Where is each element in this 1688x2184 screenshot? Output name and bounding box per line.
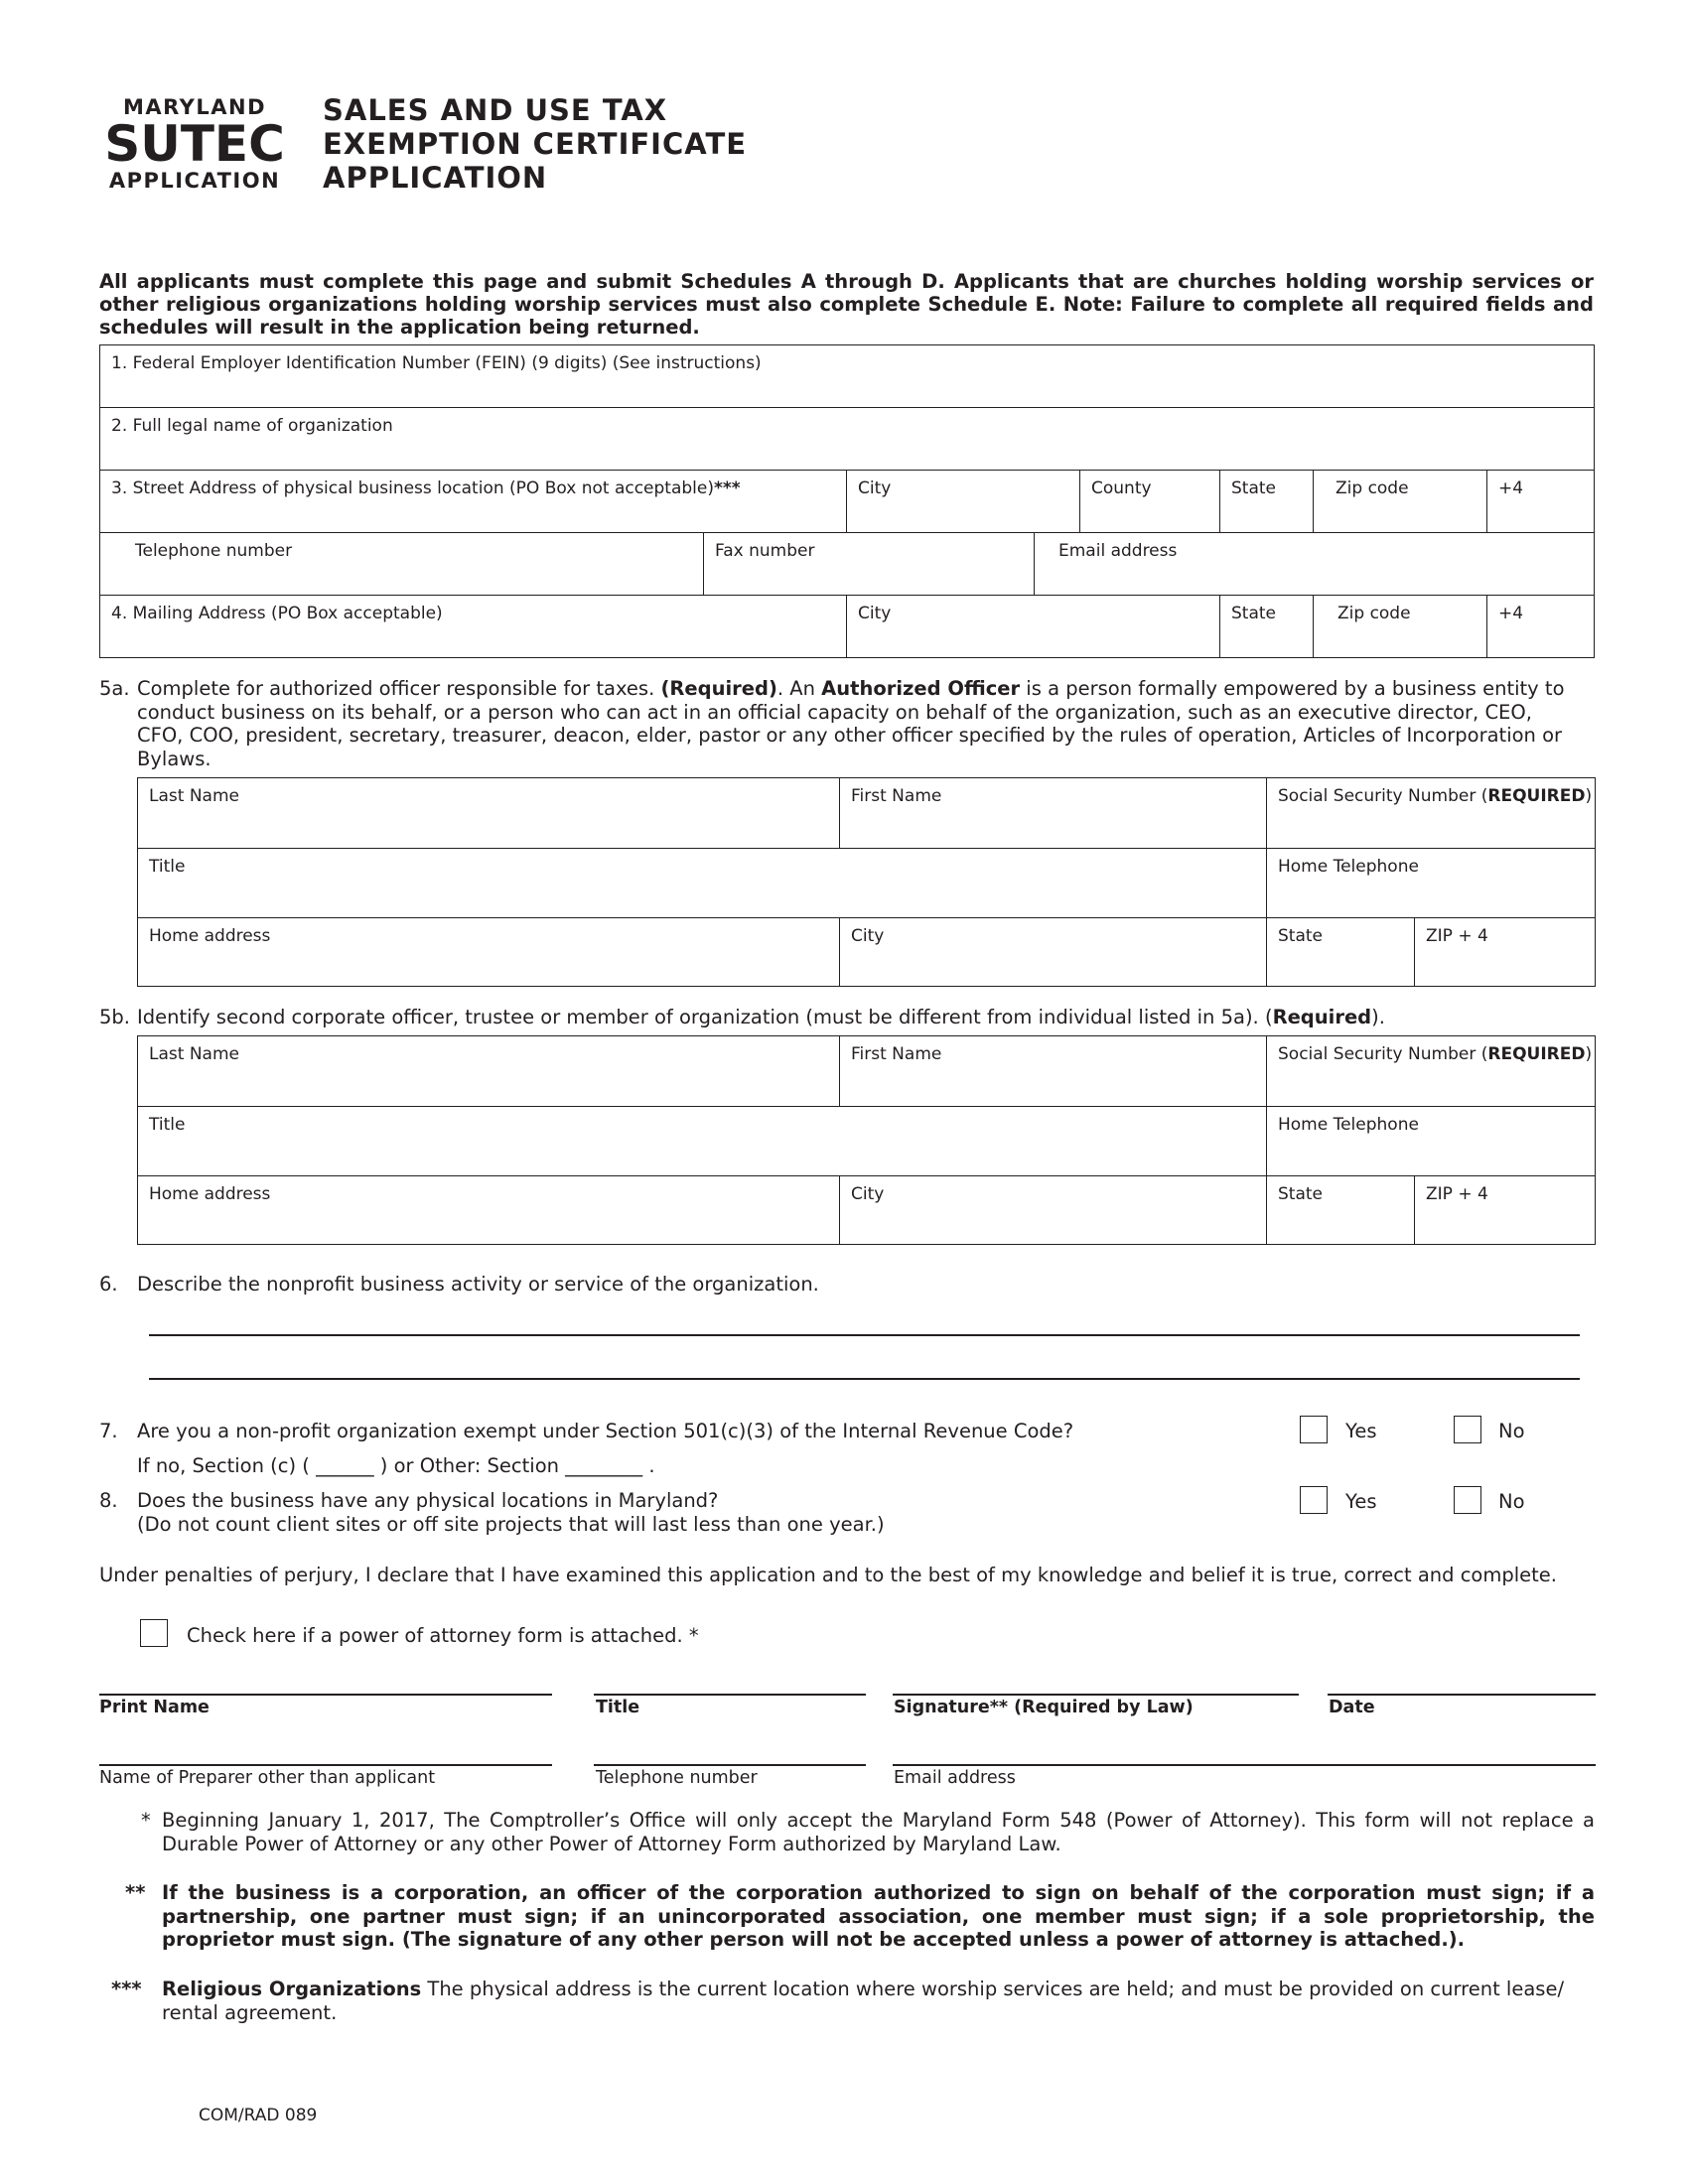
poa-checkbox-label: Check here if a power of attorney form is attached. * [187, 1624, 699, 1647]
officer-1-first-name-label: First Name [851, 786, 942, 806]
question-8 [99, 1489, 718, 1513]
fax-label: Fax number [715, 541, 815, 561]
plus4-field[interactable] [1486, 471, 1594, 532]
officer-2-city-label: City [851, 1184, 885, 1204]
officer-2-last-name-field[interactable] [138, 1036, 839, 1106]
question-6-number: 6. [99, 1273, 118, 1296]
officer-1-table [137, 777, 1596, 987]
date-line[interactable] [1328, 1694, 1596, 1696]
title-label: Title [596, 1698, 640, 1717]
section-5b-number: 5b. [99, 1006, 130, 1028]
officer-2-title-label: Title [149, 1115, 186, 1135]
officer-2-name-row [138, 1036, 1595, 1106]
q7-no-checkbox[interactable] [1454, 1416, 1481, 1443]
officer-1-last-name-label: Last Name [149, 786, 239, 806]
question-6-text: Describe the nonprofit business activity or service of the organization. [137, 1273, 819, 1296]
officer-1-address-row [138, 917, 1595, 987]
title-line-1: SALES AND USE TAX [323, 93, 668, 127]
officer-2-title-field[interactable] [138, 1107, 1266, 1175]
legal-name-row[interactable] [100, 407, 1594, 470]
officer-1-state-field[interactable] [1266, 918, 1414, 987]
print-name-label: Print Name [99, 1698, 210, 1717]
officer-2-home-telephone-field[interactable] [1266, 1107, 1595, 1175]
q8-no-checkbox[interactable] [1454, 1486, 1481, 1514]
officer-1-home-address-label: Home address [149, 926, 271, 946]
officer-2-state-label: State [1278, 1184, 1323, 1204]
question-7-number: 7. [99, 1420, 118, 1442]
intro-instructions: All applicants must complete this page and submit Schedules A through D. Applicants that are churches holding worship services or other religious organizations holding worship services must also complete Schedule E. Note: Failure to complete all required fields and schedules will result in the application being returned. [99, 270, 1594, 339]
email-label: Email address [1058, 541, 1178, 561]
officer-2-first-name-label: First Name [851, 1044, 942, 1064]
section-5b-text: 5b. Identify second corporate officer, trustee or member of organization (must be different from individual listed in 5a). (Required). [99, 1006, 1385, 1028]
note-3-mark: *** [111, 1978, 142, 2000]
note-1: Beginning January 1, 2017, The Comptroller’s Office will only accept the Maryland Form 548 (Power of Attorney). This form will not replace a Durable Power of Attorney or any other Power of Attorney Form authorized by Maryland Law. [162, 1809, 1595, 1855]
section-5a-number: 5a. [99, 677, 130, 700]
zip-label: Zip code [1336, 478, 1409, 498]
mailing-city-field[interactable] [846, 596, 1219, 657]
preparer-email-label: Email address [894, 1768, 1016, 1788]
officer-1-title-field[interactable] [138, 849, 1266, 917]
officer-1-home-address-field[interactable] [138, 918, 839, 987]
signature-label: Signature** (Required by Law) [894, 1698, 1194, 1717]
officer-2-home-address-field[interactable] [138, 1176, 839, 1245]
title-line[interactable] [594, 1694, 866, 1696]
sutec-logo [99, 95, 290, 193]
question-6 [99, 1273, 819, 1297]
fein-label: 1. Federal Employer Identification Number (FEIN) (9 digits) (See instructions) [111, 353, 762, 373]
officer-2-state-field[interactable] [1266, 1176, 1414, 1245]
question-7-text: Are you a non-profit organization exempt under Section 501(c)(3) of the Internal Revenue Code? [137, 1420, 1074, 1442]
legal-name-label: 2. Full legal name of organization [111, 416, 393, 436]
email-field[interactable] [1034, 533, 1594, 595]
officer-1-city-field[interactable] [839, 918, 1266, 987]
mailing-city-label: City [858, 604, 892, 623]
form-id: COM/RAD 089 [199, 2106, 318, 2125]
logo-state: MARYLAND [122, 95, 267, 119]
q7-yes-checkbox[interactable] [1300, 1416, 1328, 1443]
officer-1-title-label: Title [149, 857, 186, 877]
preparer-telephone-line[interactable] [594, 1764, 866, 1766]
officer-2-address-row [138, 1175, 1595, 1245]
officer-1-last-name-field[interactable] [138, 778, 839, 848]
mailing-plus4-field[interactable] [1486, 596, 1594, 657]
logo-application: APPLICATION [108, 169, 281, 193]
signature-line[interactable] [893, 1694, 1299, 1696]
page-title [323, 93, 747, 195]
question-7-sub: If no, Section (c) ( ______ ) or Other: Section ________ . [137, 1454, 655, 1477]
officer-1-home-telephone-label: Home Telephone [1278, 857, 1419, 877]
perjury-statement: Under penalties of perjury, I declare that I have examined this application and to the best of my knowledge and belief it is true, correct and complete. [99, 1564, 1557, 1586]
officer-2-city-field[interactable] [839, 1176, 1266, 1245]
officer-1-city-label: City [851, 926, 885, 946]
preparer-name-line[interactable] [99, 1764, 552, 1766]
note-2: If the business is a corporation, an officer of the corporation authorized to sign on behalf of the corporation must sign; if a partnership, one partner must sign; if an unincorporated association, one member must sign; if a sole proprietorship, the proprietor must sign. (The signature of any other person will not be accepted unless a power of attorney is attached.). [162, 1881, 1595, 1951]
mailing-address-label: 4. Mailing Address (PO Box acceptable) [111, 604, 443, 623]
city-field[interactable] [846, 471, 1079, 532]
mailing-state-label: State [1231, 604, 1276, 623]
preparer-email-line[interactable] [893, 1764, 1596, 1766]
question-8-sub: (Do not count client sites or off site projects that will last less than one year.) [137, 1513, 885, 1536]
telephone-label: Telephone number [135, 541, 293, 561]
state-field[interactable] [1219, 471, 1313, 532]
officer-2-ssn-label: Social Security Number (REQUIRED) [1278, 1044, 1593, 1064]
officer-1-zip-field[interactable] [1414, 918, 1595, 987]
preparer-telephone-label: Telephone number [596, 1768, 758, 1788]
fein-row[interactable] [100, 345, 1594, 407]
state-label: State [1231, 478, 1276, 498]
activity-description-line-2[interactable] [149, 1378, 1580, 1380]
organization-info-table [99, 344, 1595, 658]
note-1-mark: * [141, 1809, 151, 1832]
q8-yes-label: Yes [1345, 1490, 1377, 1513]
note-3: Religious Organizations The physical address is the current location where worship services are held; and must be provided on current lease/ rental agreement. [162, 1978, 1565, 2024]
mailing-state-field[interactable] [1219, 596, 1313, 657]
officer-2-zip-field[interactable] [1414, 1176, 1595, 1245]
logo-sutec: SUTEC [104, 115, 285, 173]
section-5a-text: 5a. Complete for authorized officer responsible for taxes. (Required). An Authorized Officer is a person formally empowered by a business entity to conduct business on its behalf, or a person who can act in an official capacity on behalf of the organization, such as an executive director, CEO, CFO, COO, president, secretary, treasurer, deacon, elder, pastor or any other officer specified by the rules of operation, Articles of Incorporation or Bylaws. [99, 677, 1565, 770]
mailing-address-field[interactable] [100, 596, 846, 657]
contact-row [100, 532, 1594, 595]
officer-2-first-name-field[interactable] [839, 1036, 1266, 1106]
officer-2-ssn-field[interactable] [1266, 1036, 1595, 1106]
telephone-field[interactable] [100, 533, 703, 595]
officer-2-title-row [138, 1106, 1595, 1175]
street-address-label: 3. Street Address of physical business location (PO Box not acceptable)*** [111, 478, 741, 498]
q8-no-label: No [1498, 1490, 1525, 1513]
question-8-text: Does the business have any physical locations in Maryland? [137, 1489, 719, 1512]
title-line-3: APPLICATION [323, 161, 548, 195]
officer-1-home-telephone-field[interactable] [1266, 849, 1595, 917]
fax-field[interactable] [703, 533, 1034, 595]
officer-1-name-row [138, 778, 1595, 848]
print-name-line[interactable] [99, 1694, 552, 1696]
note-2-mark: ** [125, 1881, 146, 1904]
officer-1-first-name-field[interactable] [839, 778, 1266, 848]
q7-yes-label: Yes [1345, 1420, 1377, 1442]
street-address-row [100, 470, 1594, 532]
q7-no-label: No [1498, 1420, 1525, 1442]
officer-2-home-address-label: Home address [149, 1184, 271, 1204]
county-field[interactable] [1079, 471, 1219, 532]
officer-2-table [137, 1035, 1596, 1245]
date-label: Date [1329, 1698, 1375, 1717]
mailing-zip-label: Zip code [1337, 604, 1411, 623]
street-address-field[interactable] [100, 471, 846, 532]
mailing-zip-field[interactable] [1313, 596, 1486, 657]
county-label: County [1091, 478, 1152, 498]
officer-1-title-row [138, 848, 1595, 917]
officer-2-zip-label: ZIP + 4 [1426, 1184, 1488, 1204]
mailing-plus4-label: +4 [1498, 604, 1524, 623]
officer-1-ssn-label: Social Security Number (REQUIRED) [1278, 786, 1593, 806]
officer-1-state-label: State [1278, 926, 1323, 946]
officer-1-ssn-field[interactable] [1266, 778, 1595, 848]
mailing-address-row [100, 595, 1594, 657]
title-line-2: EXEMPTION CERTIFICATE [323, 127, 748, 161]
question-8-number: 8. [99, 1489, 118, 1512]
activity-description-line-1[interactable] [149, 1334, 1580, 1336]
city-label: City [858, 478, 892, 498]
question-7 [99, 1420, 1073, 1443]
officer-1-zip-label: ZIP + 4 [1426, 926, 1488, 946]
poa-checkbox[interactable] [140, 1619, 168, 1647]
preparer-name-label: Name of Preparer other than applicant [99, 1768, 436, 1788]
officer-2-home-telephone-label: Home Telephone [1278, 1115, 1419, 1135]
q8-yes-checkbox[interactable] [1300, 1486, 1328, 1514]
plus4-label: +4 [1498, 478, 1524, 498]
zip-field[interactable] [1313, 471, 1486, 532]
officer-2-last-name-label: Last Name [149, 1044, 239, 1064]
